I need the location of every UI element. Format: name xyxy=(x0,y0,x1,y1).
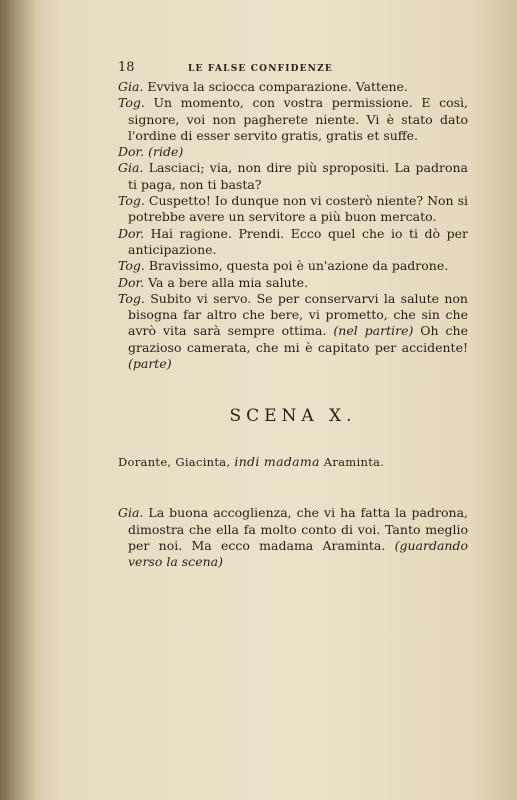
stage-direction: (nel partire) xyxy=(333,323,414,339)
speaker-label: Gia. xyxy=(118,160,144,176)
speech-line xyxy=(118,291,468,372)
speaker-label: Dor. xyxy=(118,274,145,290)
speaker-label: Tog. xyxy=(118,95,145,111)
speech-text: Cuspetto! Io dunque non vi costerò niente? Non si potrebbe avere un servitore a più buon mercato. xyxy=(128,193,468,225)
speech-text: Va a bere alla mia salute. xyxy=(148,274,309,290)
speech-line xyxy=(118,144,468,160)
speech-line xyxy=(118,160,468,193)
running-title: LE FALSE CONFIDENZE xyxy=(188,64,333,74)
speaker-label: Dor. xyxy=(118,225,145,241)
speaker-label: Gia. xyxy=(118,79,144,94)
stage-direction: (ride) xyxy=(148,144,184,160)
stage-direction: (guardando verso la scena) xyxy=(128,537,468,570)
speech-line xyxy=(118,275,468,291)
speech-text: Un momento, con vostra permissione. E così, signore, voi non pagherete niente. Vi è stato dato l'ordine di esser servito gratis, gratis et suffe. xyxy=(128,95,468,143)
speech-line xyxy=(118,193,468,226)
speaker-label: Tog. xyxy=(118,258,145,274)
cast-list xyxy=(118,454,468,469)
speech-line xyxy=(118,505,468,570)
speech-line xyxy=(118,95,468,144)
stage-direction: (parte) xyxy=(128,356,172,372)
running-head xyxy=(118,60,468,77)
speaker-label: Tog. xyxy=(118,290,145,306)
speech-text: Bravissimo, questa poi è un'azione da padrone. xyxy=(148,258,449,274)
spine-shadow xyxy=(0,0,36,800)
page-content xyxy=(118,60,468,571)
speech-text: Lasciaci; via, non dire più spropositi. La padrona ti paga, non ti basta? xyxy=(128,160,468,192)
cast-entry-direction: indi madama xyxy=(234,454,320,470)
speech-text: Oh che grazioso camerata, che mi è capitato per accidente! xyxy=(128,323,468,355)
speech-text: Hai ragione. Prendi. Ecco quel che io ti dò per anticipazione. xyxy=(128,225,468,257)
speaker-label: Gia. xyxy=(118,505,144,521)
page-number: 18 xyxy=(118,60,135,75)
speech-line xyxy=(118,258,468,274)
cast-names: Dorante, Giacinta, xyxy=(118,455,231,470)
scene-heading: SCENA X. xyxy=(229,406,357,427)
speaker-label: Dor. xyxy=(118,144,145,160)
speech-text: Evviva la sciocca comparazione. Vattene. xyxy=(147,79,408,94)
cast-last-name: Araminta. xyxy=(323,455,385,470)
speech-text: Subito vi servo. Se per conservarvi la salute non bisogna far altro che bere, vi prometto, che sin che avrò vita sarà sempre ottima. xyxy=(128,290,468,339)
speech-line xyxy=(118,79,468,95)
speaker-label: Tog. xyxy=(118,193,145,209)
speech-line xyxy=(118,226,468,259)
speech-text: La buona accoglienza, che vi ha fatta la padrona, dimostra che ella fa molto conto di voi. Tanto meglio per noi. Ma ecco madama Araminta. xyxy=(128,505,468,553)
